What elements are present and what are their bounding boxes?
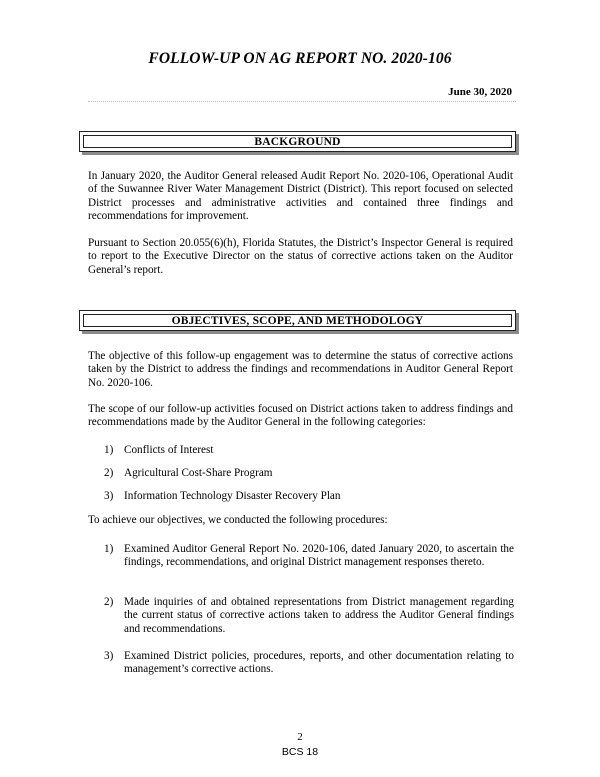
- procedure-list-item: [104, 543, 514, 570]
- objectives-paragraph-2: The scope of our follow-up activities focused on District actions taken to address findings and recommendations made by the Auditor General in the following categories:: [88, 403, 513, 429]
- report-date: June 30, 2020: [448, 86, 512, 98]
- objectives-heading: OBJECTIVES, SCOPE, AND METHODOLOGY: [83, 314, 512, 327]
- category-list-item: [104, 467, 514, 480]
- list-number: 3): [104, 650, 114, 662]
- procedure-text: Examined Auditor General Report No. 2020-106, dated January 2020, to ascertain the findings, recommendations, and original District management responses thereto.: [124, 543, 514, 569]
- procedure-list-item: [104, 596, 514, 636]
- category-list-item: [104, 490, 514, 503]
- category-text: Agricultural Cost-Share Program: [124, 467, 273, 479]
- list-number: 2): [104, 467, 114, 479]
- background-heading-box: [79, 131, 516, 152]
- background-paragraph-2: Pursuant to Section 20.055(6)(h), Florida Statutes, the District’s Inspector General is required to report to the Executive Director on the status of corrective actions taken on the Auditor General’s report.: [88, 237, 513, 276]
- category-text: Conflicts of Interest: [124, 444, 214, 456]
- list-number: 3): [104, 490, 114, 502]
- objectives-heading-box: [79, 310, 516, 331]
- page-number: 2: [297, 731, 303, 743]
- footer-code: BCS 18: [281, 746, 319, 758]
- background-paragraph-1: In January 2020, the Auditor General released Audit Report No. 2020-106, Operational Audit of the Suwannee River Water Management District (District). This report focused on selected District processes and administrative activities and contained three findings and recommendations for improvement.: [88, 170, 513, 222]
- header-divider: [88, 101, 516, 102]
- category-list-item: [104, 444, 514, 457]
- background-heading: BACKGROUND: [83, 135, 512, 148]
- objectives-paragraph-1: The objective of this follow-up engagement was to determine the status of corrective actions taken by the District to address the findings and recommendations in Auditor General Report No. 2020-106.: [88, 350, 513, 389]
- list-number: 2): [104, 596, 114, 608]
- page-title: FOLLOW-UP ON AG REPORT NO. 2020-106: [148, 50, 452, 67]
- procedure-text: Examined District policies, procedures, reports, and other documentation relating to management’s corrective actions.: [124, 650, 514, 676]
- procedure-text: Made inquiries of and obtained representations from District management regarding the current status of corrective actions taken to address the Auditor General findings and recommendations.: [124, 596, 514, 635]
- list-number: 1): [104, 444, 114, 456]
- list-number: 1): [104, 543, 114, 555]
- procedures-intro: To achieve our objectives, we conducted the following procedures:: [88, 514, 388, 526]
- category-text: Information Technology Disaster Recovery Plan: [124, 490, 341, 502]
- procedure-list-item: [104, 650, 514, 677]
